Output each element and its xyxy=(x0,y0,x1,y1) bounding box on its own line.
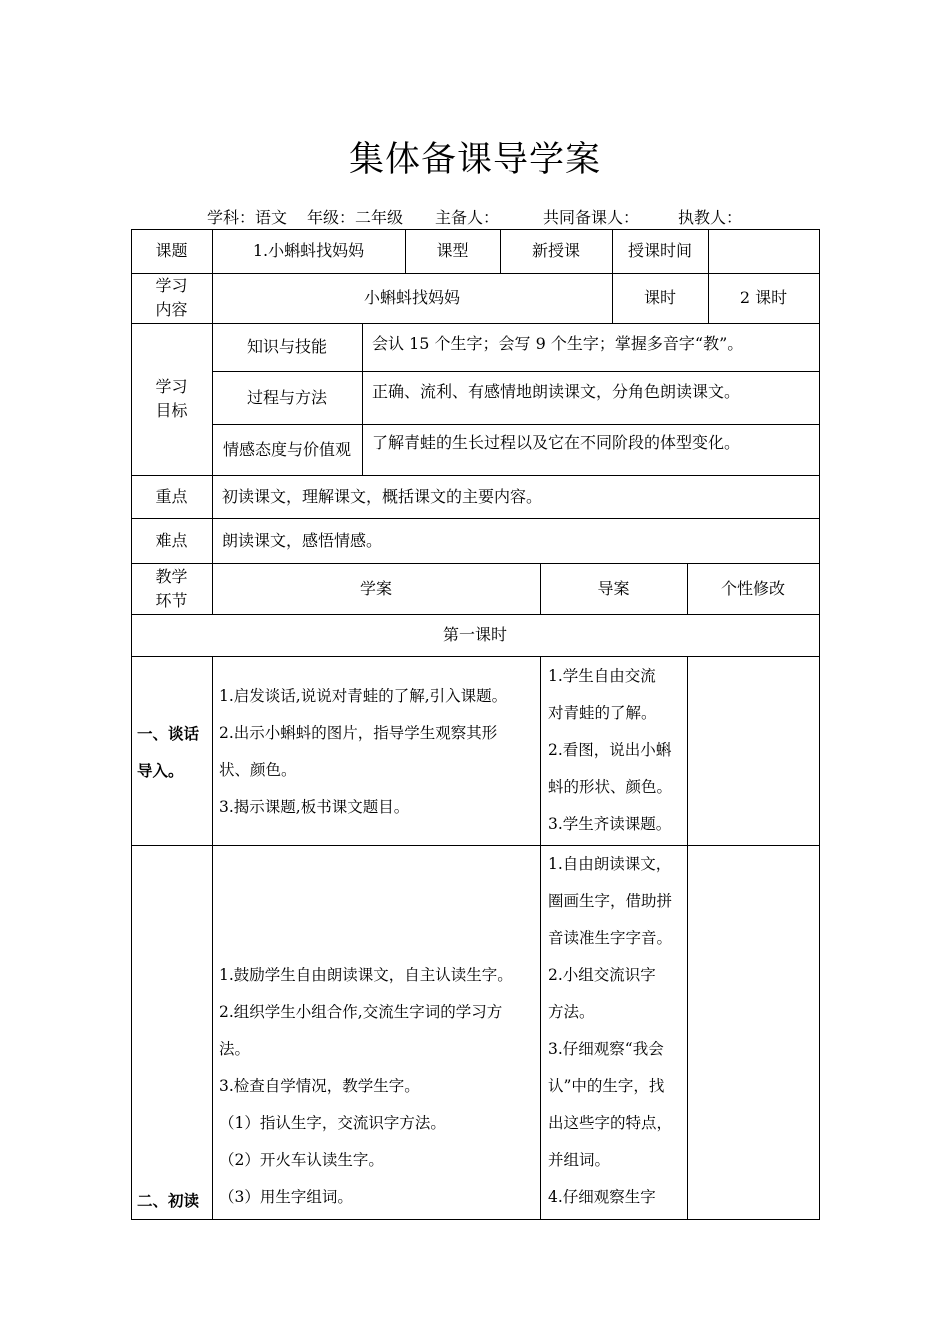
goal-text: 了解青蛙的生长过程以及它在不同阶段的体型变化。 xyxy=(372,433,741,452)
difficulty-label: 难点 xyxy=(155,530,188,550)
goal-name: 情感态度与价值观 xyxy=(222,439,351,459)
section2-guide xyxy=(548,846,686,1216)
topic-value: 1.小蝌蚪找妈妈 xyxy=(252,241,365,260)
rule xyxy=(819,229,820,1220)
meta-main-preparer: 主备人： xyxy=(435,208,500,227)
study-line: 3.检查自学情况，教学生字。 xyxy=(219,1077,420,1095)
section1-stage-line: 导入。 xyxy=(137,761,184,780)
section1-stage-line: 一、谈话 xyxy=(137,724,200,743)
guide-line: 音读准生字字音。 xyxy=(548,929,673,947)
section2-stage: 二、初读 xyxy=(137,1191,200,1210)
guide-line: 对青蛙的了解。 xyxy=(548,704,657,722)
guide-line: 出这些字的特点， xyxy=(548,1114,673,1132)
guide-line: 认”中的生字，找 xyxy=(548,1077,665,1095)
guide-line: 1.自由朗读课文， xyxy=(548,855,672,873)
topic-label: 课题 xyxy=(155,241,188,260)
meta-grade: 年级：二年级 xyxy=(307,208,404,227)
lesson-plan-table xyxy=(131,229,820,1220)
content-value: 小蝌蚪找妈妈 xyxy=(363,288,460,307)
goal-text: 正确、流利、有感情地朗读课文，分角色朗读课文。 xyxy=(372,382,741,401)
guide-line: 并组词。 xyxy=(548,1151,611,1169)
study-plan-header: 学案 xyxy=(359,578,392,598)
rule xyxy=(131,845,820,846)
rule xyxy=(212,656,213,1220)
goal-text: 会认 15 个生字；会写 9 个生字；掌握多音字“教”。 xyxy=(372,334,744,353)
key-point-label: 重点 xyxy=(155,486,188,506)
content-label: 学习内容 xyxy=(155,276,188,319)
guide-line: 3.仔细观察“我会 xyxy=(548,1040,664,1058)
type-value: 新授课 xyxy=(531,241,580,260)
study-line: 1.启发谈话,说说对青蛙的了解,引入课题。 xyxy=(219,687,508,705)
rule xyxy=(540,656,541,1220)
rule xyxy=(131,1219,820,1220)
guide-plan-header: 导案 xyxy=(597,578,630,598)
section1-stage xyxy=(137,715,212,789)
study-line: 1.鼓励学生自由朗读课文，自主认读生字。 xyxy=(219,966,513,984)
difficulty-text: 朗读课文，感悟情感。 xyxy=(222,530,383,550)
study-line: 状、颜色。 xyxy=(219,761,297,779)
study-line: 法。 xyxy=(219,1040,251,1058)
first-lesson-banner: 第一课时 xyxy=(442,625,507,644)
section1-guide xyxy=(548,658,686,843)
meta-co-preparers: 共同备课人： xyxy=(543,208,640,227)
study-line: 2.出示小蝌蚪的图片，指导学生观察其形 xyxy=(219,724,498,742)
study-line: （1）指认生字，交流识字方法。 xyxy=(219,1114,446,1132)
guide-line: 3.学生齐读课题。 xyxy=(548,815,672,833)
meta-subject: 学科：语文 xyxy=(207,208,288,227)
guide-line: 蚪的形状、颜色。 xyxy=(548,778,673,796)
rule xyxy=(131,656,820,657)
study-line: 3.揭示课题,板书课文题目。 xyxy=(219,798,410,816)
goals-label: 学习目标 xyxy=(155,377,188,420)
guide-line: 2.看图，说出小蝌 xyxy=(548,741,672,759)
guide-line: 方法。 xyxy=(548,1003,595,1021)
study-line: （2）开火车认读生字。 xyxy=(219,1151,384,1169)
personal-revision-header: 个性修改 xyxy=(720,578,785,598)
type-label: 课型 xyxy=(436,241,469,260)
guide-line: 2.小组交流识字 xyxy=(548,966,656,984)
study-line: （3）用生字组词。 xyxy=(219,1188,353,1206)
hours-label: 课时 xyxy=(643,288,676,307)
class-time-value xyxy=(708,229,819,273)
meta-teacher: 执教人： xyxy=(678,208,743,227)
key-point-text: 初读课文，理解课文，概括课文的主要内容。 xyxy=(222,486,543,506)
goal-name: 过程与方法 xyxy=(246,387,327,407)
guide-line: 1.学生自由交流 xyxy=(548,667,656,685)
section1-study xyxy=(219,678,539,826)
goal-name: 知识与技能 xyxy=(246,337,327,356)
guide-line: 4.仔细观察生字 xyxy=(548,1188,656,1206)
study-line: 2.组织学生小组合作,交流生字词的学习方 xyxy=(219,1003,503,1021)
document-title: 集体备课导学案 xyxy=(348,140,601,180)
class-time-label: 授课时间 xyxy=(627,241,692,260)
guide-line: 圈画生字，借助拼 xyxy=(548,892,673,910)
hours-value: 2 课时 xyxy=(739,288,788,307)
section2-study xyxy=(219,957,539,1216)
rule xyxy=(687,656,688,1220)
stage-header: 教学环节 xyxy=(155,566,188,610)
